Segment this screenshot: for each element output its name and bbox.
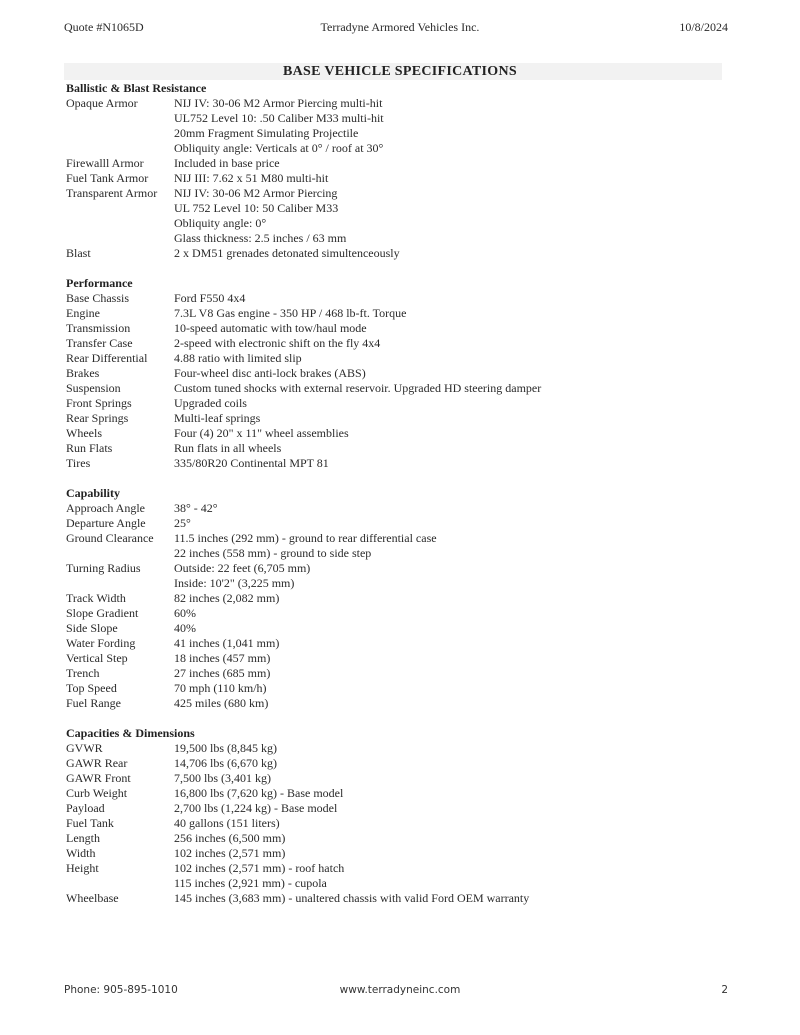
spec-value: 40 gallons (151 liters)	[174, 816, 280, 830]
spec-row	[66, 786, 736, 801]
spec-label: Payload	[66, 801, 105, 815]
spec-values	[174, 336, 736, 351]
spec-value: NIJ IV: 30-06 M2 Armor Piercing multi-hit	[174, 96, 383, 110]
spec-values	[174, 531, 736, 561]
spec-values	[174, 366, 736, 381]
spec-label: Side Slope	[66, 621, 118, 635]
spec-values	[174, 651, 736, 666]
spec-values	[174, 306, 736, 321]
spec-row	[66, 681, 736, 696]
spec-row	[66, 801, 736, 816]
spec-value: 115 inches (2,921 mm) - cupola	[174, 876, 327, 890]
spec-label: Ground Clearance	[66, 531, 154, 545]
spec-row	[66, 501, 736, 516]
spec-values	[174, 426, 736, 441]
spec-value: 7,500 lbs (3,401 kg)	[174, 771, 271, 785]
spec-value: 40%	[174, 621, 196, 635]
spec-values	[174, 381, 736, 396]
spec-value: 25°	[174, 516, 191, 530]
spec-values	[174, 786, 736, 801]
spec-values	[174, 321, 736, 336]
spec-row	[66, 171, 736, 186]
spec-value: Run flats in all wheels	[174, 441, 282, 455]
spec-row	[66, 516, 736, 531]
quote-number: Quote #N1065D	[64, 20, 144, 34]
spec-label: Transparent Armor	[66, 186, 158, 200]
spec-value: Inside: 10'2" (3,225 mm)	[174, 576, 295, 590]
spec-row	[66, 246, 736, 261]
spec-row	[66, 891, 736, 906]
spec-values	[174, 696, 736, 711]
spec-value: 14,706 lbs (6,670 kg)	[174, 756, 277, 770]
spec-values	[174, 456, 736, 471]
spec-section	[66, 276, 736, 471]
spec-value: UL 752 Level 10: 50 Caliber M33	[174, 201, 339, 215]
spec-label: GVWR	[66, 741, 103, 755]
spec-value: 27 inches (685 mm)	[174, 666, 271, 680]
spec-values	[174, 156, 736, 171]
spec-value: Custom tuned shocks with external reservoir. Upgraded HD steering damper	[174, 381, 542, 395]
spec-value: 70 mph (110 km/h)	[174, 681, 267, 695]
spec-value: 2,700 lbs (1,224 kg) - Base model	[174, 801, 338, 815]
spec-row	[66, 396, 736, 411]
spec-row	[66, 306, 736, 321]
spec-label: Track Width	[66, 591, 126, 605]
spec-values	[174, 771, 736, 786]
spec-label: Suspension	[66, 381, 121, 395]
spec-value: 102 inches (2,571 mm)	[174, 846, 286, 860]
spec-row	[66, 441, 736, 456]
spec-label: Rear Springs	[66, 411, 129, 425]
spec-label: Departure Angle	[66, 516, 146, 530]
spec-row	[66, 321, 736, 336]
spec-values	[174, 606, 736, 621]
company-name: Terradyne Armored Vehicles Inc.	[320, 20, 480, 34]
quote-date: 10/8/2024	[679, 20, 728, 34]
spec-value: 20mm Fragment Simulating Projectile	[174, 126, 359, 140]
spec-values	[174, 246, 736, 261]
spec-row	[66, 591, 736, 606]
spec-label: Top Speed	[66, 681, 117, 695]
spec-value: 82 inches (2,082 mm)	[174, 591, 280, 605]
spec-label: Wheels	[66, 426, 102, 440]
spec-values	[174, 171, 736, 186]
spec-values	[174, 501, 736, 516]
spec-values	[174, 861, 736, 891]
spec-value: 256 inches (6,500 mm)	[174, 831, 286, 845]
spec-values	[174, 396, 736, 411]
spec-label: Transmission	[66, 321, 131, 335]
spec-label: Tires	[66, 456, 91, 470]
spec-values	[174, 636, 736, 651]
spec-value: 4.88 ratio with limited slip	[174, 351, 302, 365]
spec-value: Outside: 22 feet (6,705 mm)	[174, 561, 311, 575]
spec-values	[174, 411, 736, 426]
spec-label: Water Fording	[66, 636, 136, 650]
spec-label: GAWR Front	[66, 771, 131, 785]
spec-values	[174, 666, 736, 681]
spec-value: 425 miles (680 km)	[174, 696, 269, 710]
spec-row	[66, 816, 736, 831]
spec-row	[66, 846, 736, 861]
spec-values	[174, 516, 736, 531]
spec-value: 2 x DM51 grenades detonated simultenceously	[174, 246, 400, 260]
spec-label: Vertical Step	[66, 651, 128, 665]
spec-row	[66, 456, 736, 471]
spec-label: Approach Angle	[66, 501, 145, 515]
spec-row	[66, 651, 736, 666]
spec-label: Run Flats	[66, 441, 113, 455]
spec-row	[66, 696, 736, 711]
spec-values	[174, 186, 736, 246]
spec-value: Upgraded coils	[174, 396, 247, 410]
page-title: BASE VEHICLE SPECIFICATIONS	[283, 64, 517, 79]
spec-value: 2-speed with electronic shift on the fly 4x4	[174, 336, 381, 350]
spec-value: 145 inches (3,683 mm) - unaltered chassis with valid Ford OEM warranty	[174, 891, 530, 905]
spec-row	[66, 411, 736, 426]
spec-row	[66, 96, 736, 156]
spec-values	[174, 591, 736, 606]
spec-label: Transfer Case	[66, 336, 133, 350]
spec-section	[66, 726, 736, 906]
spec-value: 22 inches (558 mm) - ground to side step	[174, 546, 372, 560]
spec-label: Engine	[66, 306, 100, 320]
spec-row	[66, 156, 736, 171]
spec-value: Multi-leaf springs	[174, 411, 261, 425]
spec-value: 41 inches (1,041 mm)	[174, 636, 280, 650]
page-header	[0, 20, 800, 40]
spec-values	[174, 756, 736, 771]
spec-value: 335/80R20 Continental MPT 81	[174, 456, 329, 470]
spec-row	[66, 426, 736, 441]
spec-values	[174, 96, 736, 156]
spec-value: 18 inches (457 mm)	[174, 651, 271, 665]
spec-row	[66, 291, 736, 306]
spec-value: NIJ III: 7.62 x 51 M80 multi-hit	[174, 171, 329, 185]
spec-row	[66, 831, 736, 846]
spec-value: UL752 Level 10: .50 Caliber M33 multi-hit	[174, 111, 384, 125]
spec-values	[174, 291, 736, 306]
spec-label: Turning Radius	[66, 561, 141, 575]
spec-label: Wheelbase	[66, 891, 119, 905]
spec-row	[66, 756, 736, 771]
spec-label: Brakes	[66, 366, 100, 380]
spec-value: 19,500 lbs (8,845 kg)	[174, 741, 277, 755]
spec-row	[66, 636, 736, 651]
spec-label: Firewalll Armor	[66, 156, 144, 170]
spec-row	[66, 351, 736, 366]
spec-label: Fuel Range	[66, 696, 121, 710]
page-number: 2	[721, 984, 728, 996]
spec-label: Trench	[66, 666, 100, 680]
spec-section	[66, 486, 736, 711]
spec-value: Obliquity angle: 0°	[174, 216, 267, 230]
spec-row	[66, 381, 736, 396]
footer-phone: Phone: 905-895-1010	[64, 984, 178, 996]
spec-label: Opaque Armor	[66, 96, 138, 110]
spec-value: 60%	[174, 606, 196, 620]
spec-values	[174, 621, 736, 636]
spec-value: NIJ IV: 30-06 M2 Armor Piercing	[174, 186, 338, 200]
spec-value: 38° - 42°	[174, 501, 218, 515]
section-title: Performance	[66, 276, 133, 290]
spec-value: Obliquity angle: Verticals at 0° / roof at 30°	[174, 141, 384, 155]
spec-values	[174, 681, 736, 696]
spec-row	[66, 771, 736, 786]
spec-content	[66, 81, 736, 906]
spec-label: Fuel Tank Armor	[66, 171, 149, 185]
spec-value: 10-speed automatic with tow/haul mode	[174, 321, 367, 335]
spec-value: 102 inches (2,571 mm) - roof hatch	[174, 861, 345, 875]
spec-row	[66, 186, 736, 246]
spec-label: Fuel Tank	[66, 816, 114, 830]
spec-row	[66, 741, 736, 756]
spec-values	[174, 441, 736, 456]
spec-value: 11.5 inches (292 mm) - ground to rear differential case	[174, 531, 437, 545]
spec-label: Length	[66, 831, 100, 845]
spec-label: Blast	[66, 246, 91, 260]
spec-row	[66, 531, 736, 561]
spec-row	[66, 606, 736, 621]
spec-row	[66, 366, 736, 381]
spec-values	[174, 831, 736, 846]
spec-row	[66, 666, 736, 681]
spec-values	[174, 816, 736, 831]
spec-values	[174, 891, 736, 906]
spec-label: Curb Weight	[66, 786, 128, 800]
spec-value: Four-wheel disc anti-lock brakes (ABS)	[174, 366, 366, 380]
spec-section	[66, 81, 736, 261]
spec-value: Ford F550 4x4	[174, 291, 246, 305]
spec-row	[66, 561, 736, 591]
spec-values	[174, 846, 736, 861]
section-title: Capacities & Dimensions	[66, 726, 195, 740]
section-title: Ballistic & Blast Resistance	[66, 81, 207, 95]
spec-values	[174, 351, 736, 366]
spec-values	[174, 561, 736, 591]
spec-label: Rear Differential	[66, 351, 148, 365]
footer-website[interactable]: www.terradyneinc.com	[339, 984, 461, 996]
spec-label: Height	[66, 861, 99, 875]
spec-label: Slope Gradient	[66, 606, 139, 620]
spec-row	[66, 861, 736, 891]
spec-value: Glass thickness: 2.5 inches / 63 mm	[174, 231, 347, 245]
spec-label: Width	[66, 846, 96, 860]
spec-values	[174, 801, 736, 816]
spec-label: GAWR Rear	[66, 756, 128, 770]
spec-value: Four (4) 20" x 11" wheel assemblies	[174, 426, 349, 440]
spec-values	[174, 741, 736, 756]
spec-label: Front Springs	[66, 396, 132, 410]
spec-row	[66, 621, 736, 636]
spec-label: Base Chassis	[66, 291, 129, 305]
spec-value: 16,800 lbs (7,620 kg) - Base model	[174, 786, 344, 800]
spec-value: 7.3L V8 Gas engine - 350 HP / 468 lb-ft. Torque	[174, 306, 407, 320]
section-title: Capability	[66, 486, 121, 500]
spec-row	[66, 336, 736, 351]
spec-value: Included in base price	[174, 156, 280, 170]
